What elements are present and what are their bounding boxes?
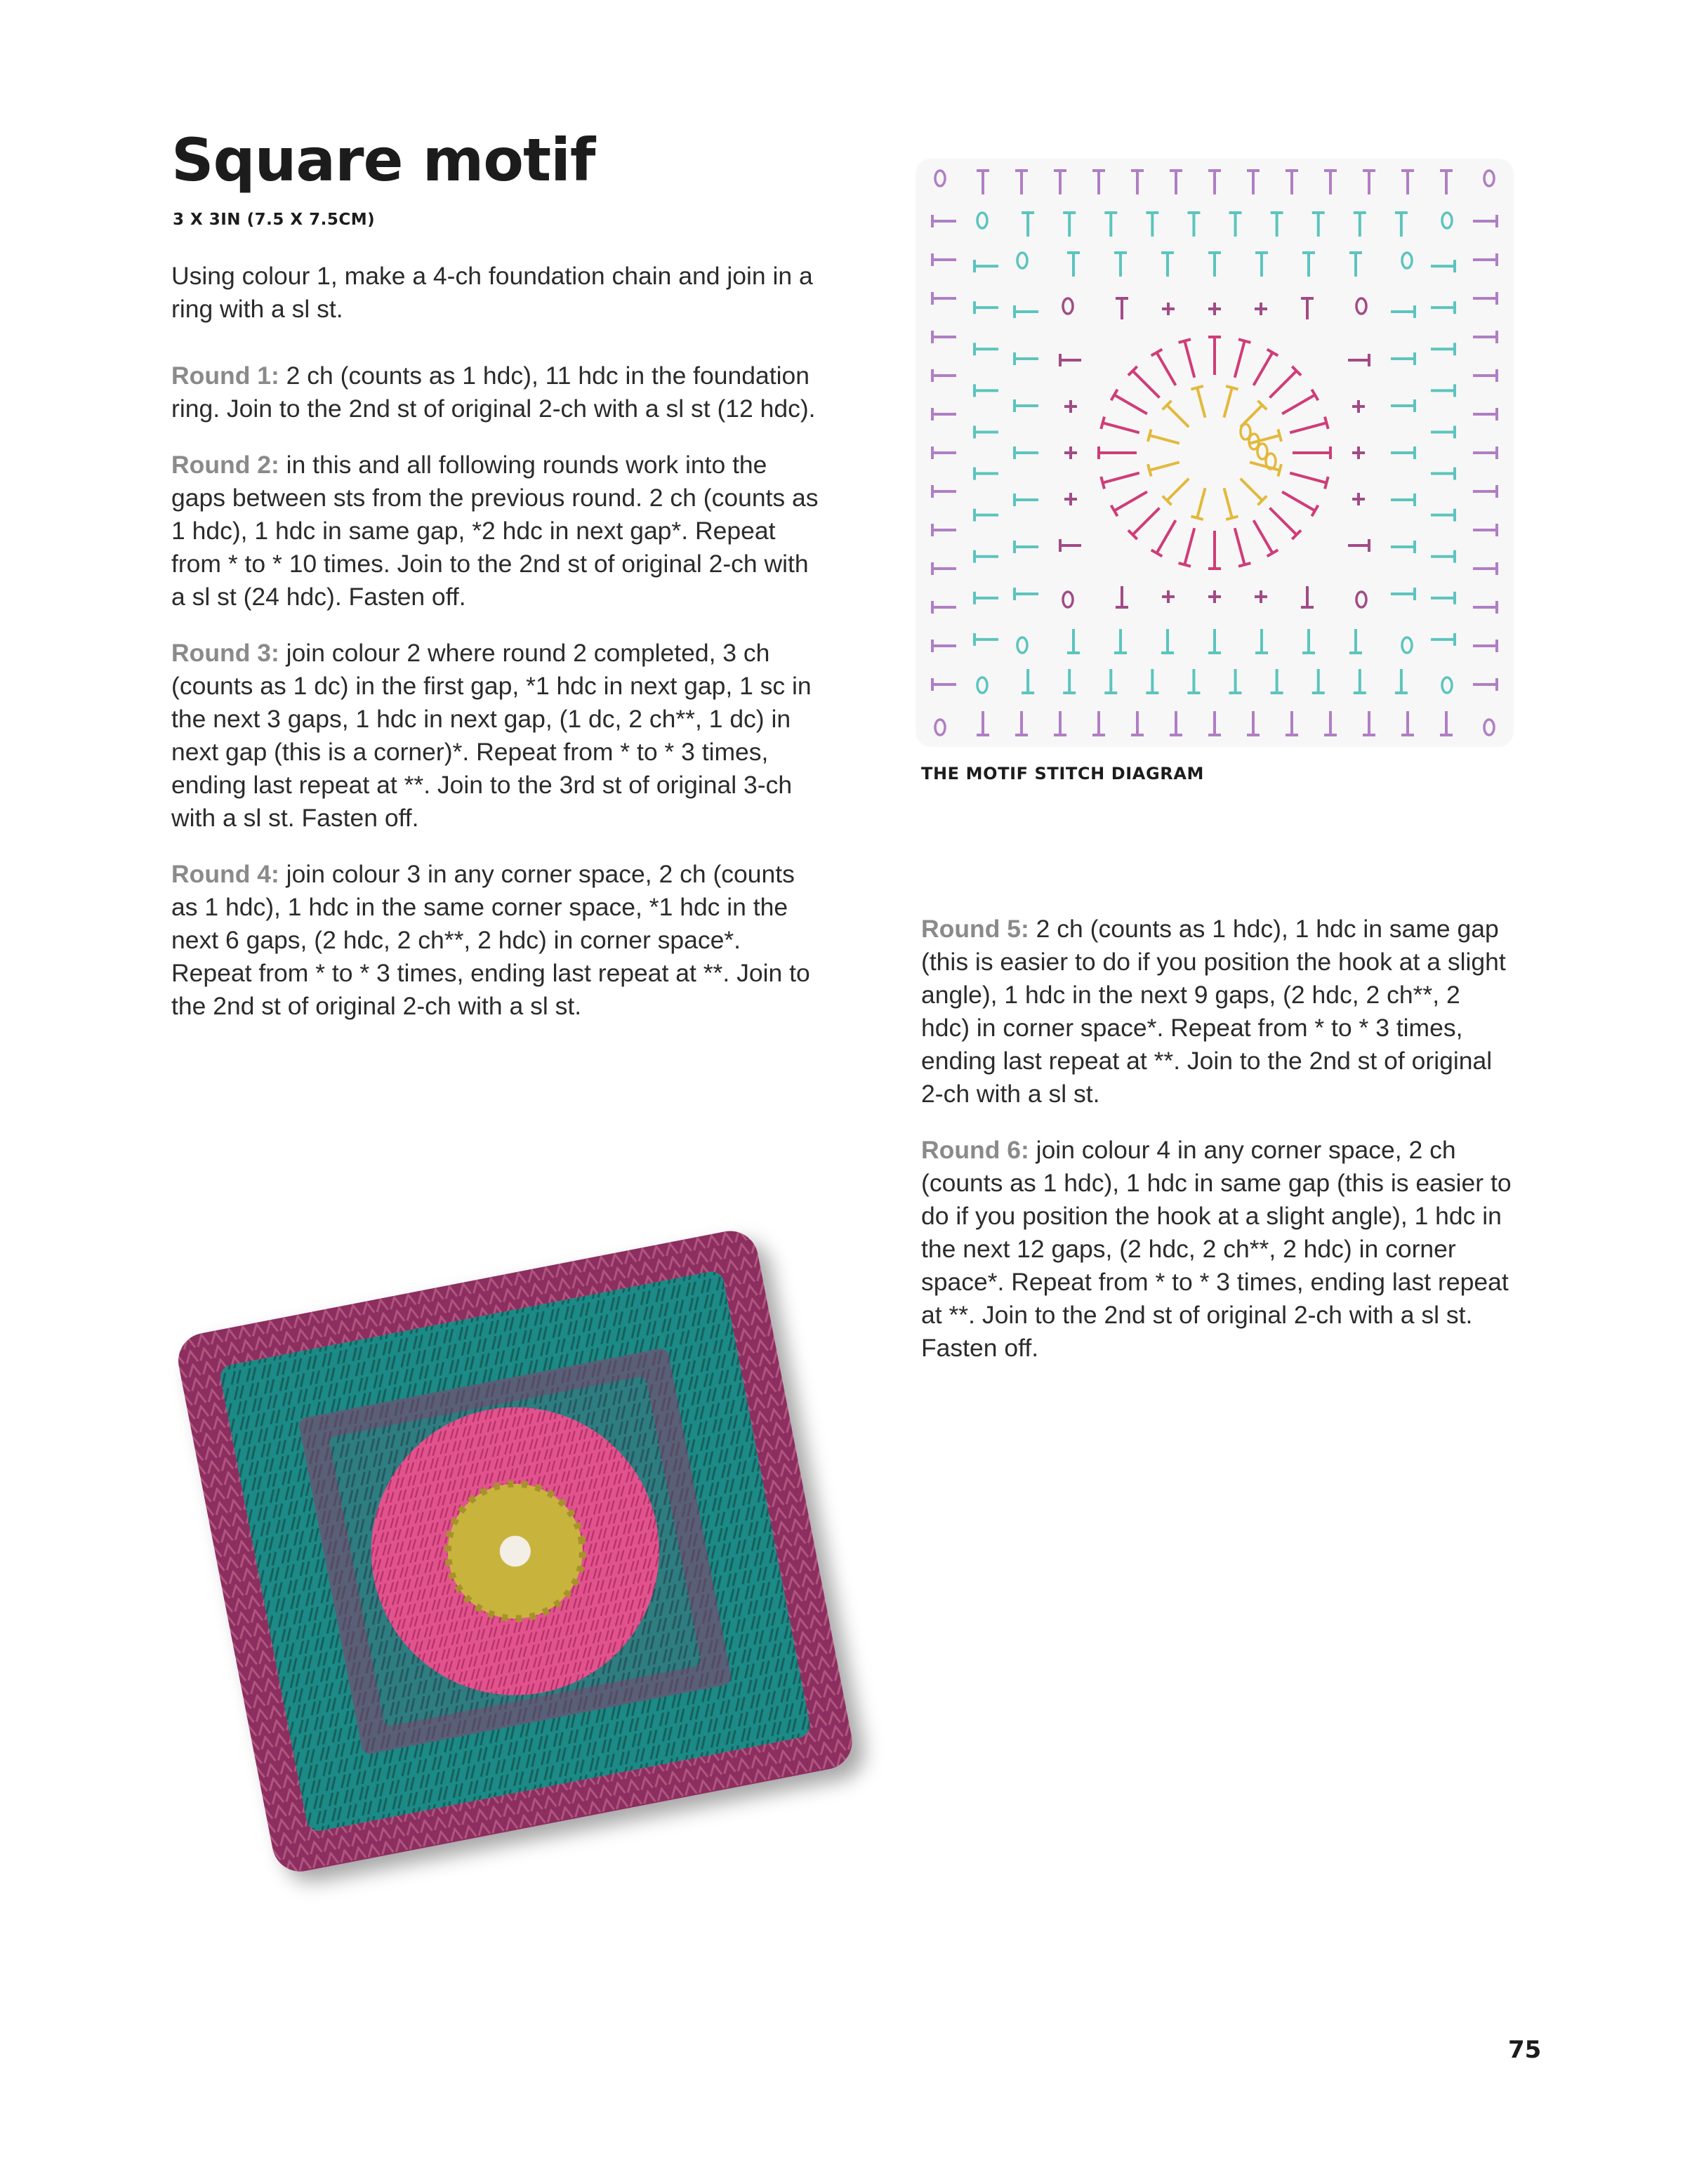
round-3-label: Round 3: — [171, 639, 279, 667]
round-6-label: Round 6: — [921, 1136, 1029, 1164]
diagram-background — [916, 159, 1514, 747]
motif-square — [173, 1226, 857, 1877]
round-6-text: join colour 4 in any corner space, 2 ch (counts as 1 hdc), 1 hdc in same gap (this is easier to do if you position the hook at a slight angle), 1 hdc in the next 12 gaps, (2 hdc, 2 ch**, 2 hdc) in corner space*. Repeat from * to * 3 times, ending last repeat at **. Join to the 2nd st of original 2-ch with a sl st. Fasten off. — [921, 1136, 1512, 1362]
round-3-paragraph — [171, 637, 824, 835]
round-1-label: Round 1: — [171, 362, 279, 390]
round-5-paragraph — [921, 913, 1515, 1111]
page-number: 75 — [1508, 2036, 1542, 2064]
intro-paragraph: Using colour 1, make a 4-ch foundation chain and join in a ring with a sl st. — [171, 262, 813, 323]
instructions-right-column — [921, 913, 1515, 1388]
round-5-text: 2 ch (counts as 1 hdc), 1 hdc in same gap (this is easier to do if you position the hook at a slight angle), 1 hdc in the next 9 gaps, (2 hdc, 2 ch**, 2 hdc) in corner space*. Repeat from * to * 3 times, ending last repeat at **. Join to the 2nd st of original 2-ch with a sl st. — [921, 915, 1506, 1108]
round-4-label: Round 4: — [171, 860, 279, 888]
round-6-paragraph — [921, 1134, 1515, 1365]
page-title: Square motif — [171, 126, 595, 194]
size-subtitle: 3 X 3IN (7.5 X 7.5CM) — [173, 211, 376, 229]
crochet-motif-photo — [140, 1165, 885, 1910]
instructions-left-column — [171, 260, 824, 1046]
round-4-paragraph — [171, 858, 824, 1023]
crochet-motif-svg — [140, 1165, 885, 1910]
round-2-paragraph — [171, 449, 824, 614]
stitch-diagram-svg — [913, 156, 1516, 750]
round-4-text: join colour 3 in any corner space, 2 ch (counts as 1 hdc), 1 hdc in the same corner space, *1 hdc in the next 6 gaps, (2 hdc, 2 ch**, 2 hdc) in corner space*. Repeat from * to * 3 times, ending last repeat at **. Join to the 2nd st of original 2-ch with a sl st. — [171, 860, 810, 1020]
round-2-label: Round 2: — [171, 451, 279, 479]
diagram-caption: THE MOTIF STITCH DIAGRAM — [921, 764, 1205, 783]
round-1-paragraph — [171, 359, 824, 425]
round-1-text: 2 ch (counts as 1 hdc), 11 hdc in the foundation ring. Join to the 2nd st of original 2-ch with a sl st (12 hdc). — [171, 362, 816, 423]
round-3-text: join colour 2 where round 2 completed, 3 ch (counts as 1 dc) in the first gap, *1 hdc in next gap, 1 sc in the next 3 gaps, 1 hdc in next gap, (1 dc, 2 ch**, 1 dc) in next gap (this is a corner)*. Repeat from * to * 3 times, ending last repeat at **. Join to the 3rd st of original 3-ch with a sl st. Fasten off. — [171, 639, 812, 832]
round-2-text: in this and all following rounds work into the gaps between sts from the previous round. 2 ch (counts as 1 hdc), 1 hdc in same gap, *2 hdc in next gap*. Repeat from * to * 10 times. Join to the 2nd st of original 2-ch with a sl st (24 hdc). Fasten off. — [171, 451, 819, 611]
round-5-label: Round 5: — [921, 915, 1029, 943]
stitch-diagram — [913, 156, 1516, 750]
